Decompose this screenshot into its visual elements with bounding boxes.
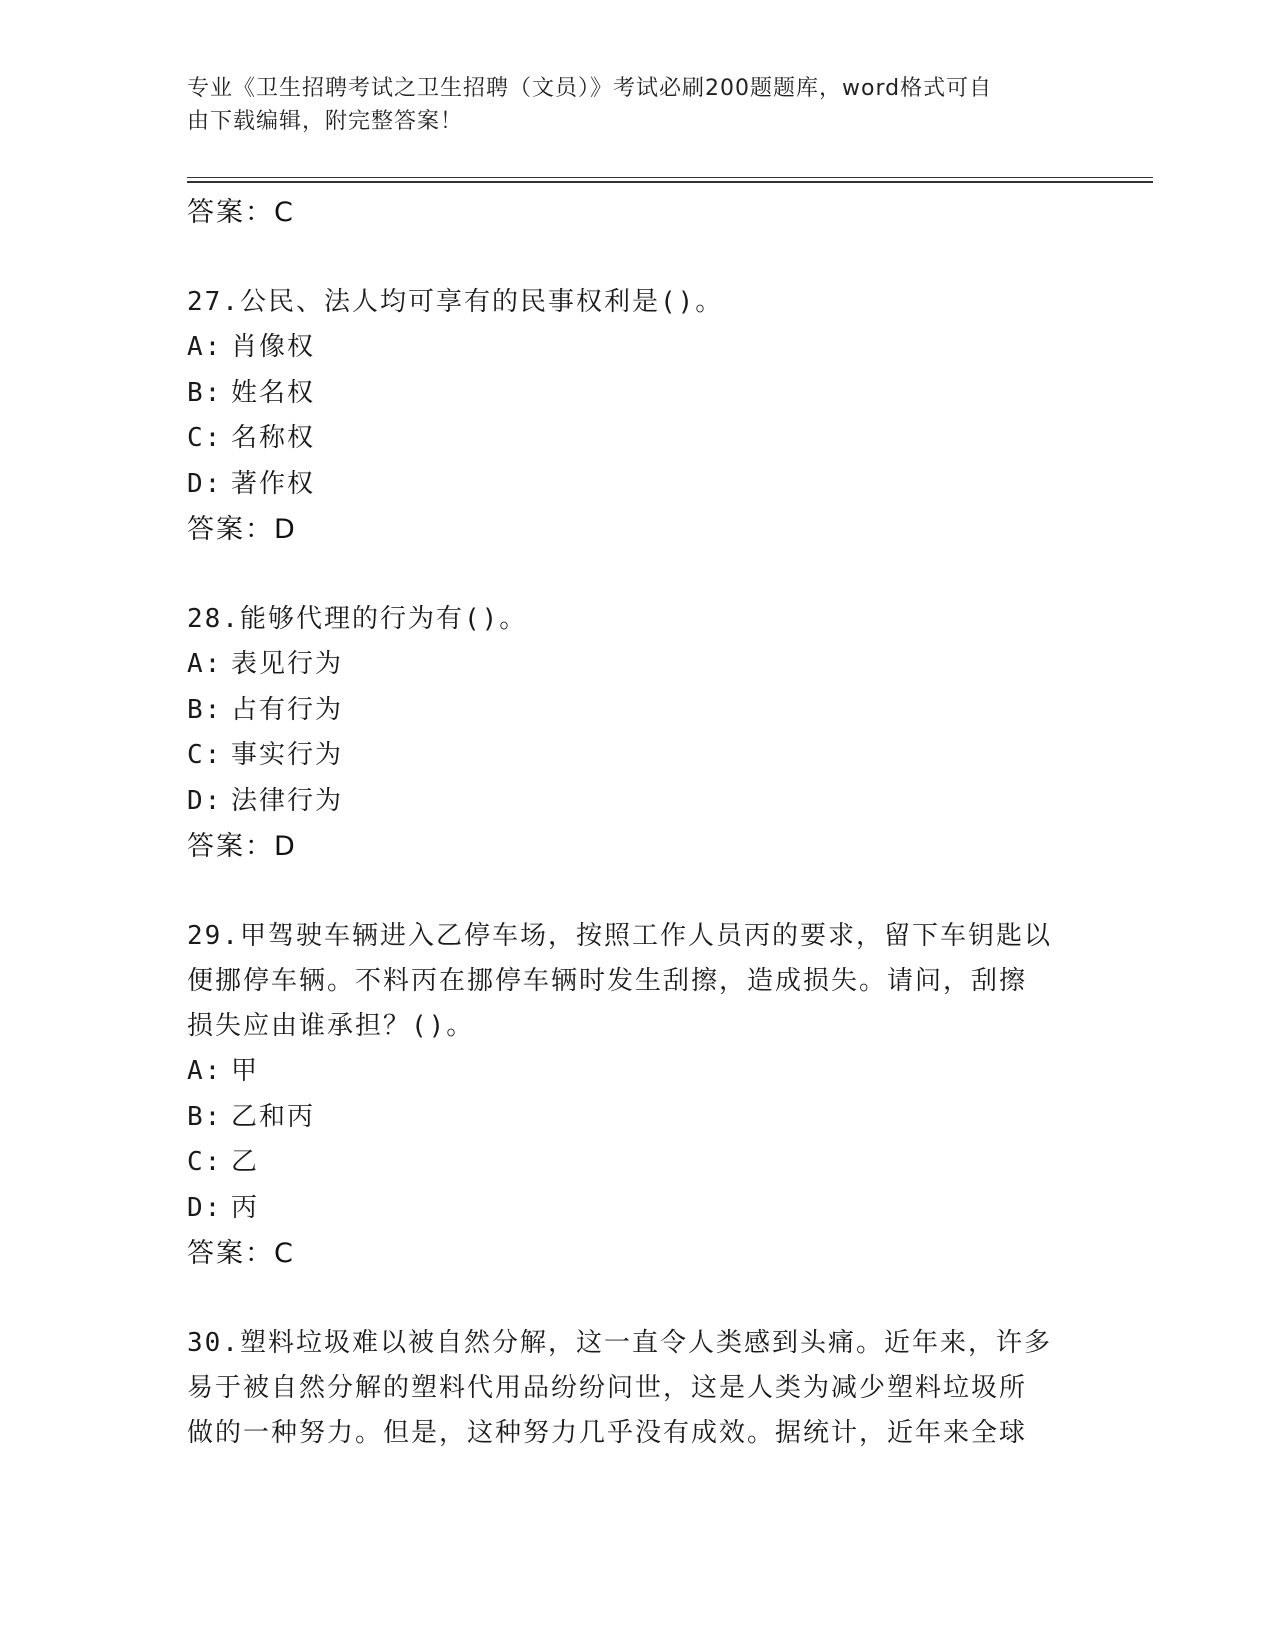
question-28-text: 28.能够代理的行为有()。 (187, 604, 528, 634)
option-letter: A: (187, 1056, 223, 1086)
question-29-line-2: 便挪停车辆。不料丙在挪停车辆时发生刮擦，造成损失。请问，刮擦 (187, 966, 1028, 996)
question-block-30 (187, 1321, 1087, 1456)
question-29-option-a (187, 1049, 1087, 1095)
header-line-1: 专业《卫生招聘考试之卫生招聘（文员）》考试必刷200题题库，word格式可自 (187, 76, 993, 101)
option-text: 表见行为 (231, 649, 344, 679)
option-text: 姓名权 (231, 377, 316, 408)
question-27-option-b (187, 371, 1087, 417)
question-27-text: 27.公民、法人均可享有的民事权利是()。 (187, 287, 724, 317)
document-body (187, 190, 1087, 1456)
option-letter: B: (187, 1101, 223, 1132)
question-block-27 (187, 280, 1087, 553)
option-letter: D: (187, 785, 223, 816)
option-text: 占有行为 (231, 694, 344, 725)
option-text: 著作权 (231, 468, 316, 499)
option-text: 乙 (231, 1147, 260, 1177)
option-letter: A: (187, 332, 223, 362)
option-letter: D: (187, 1192, 223, 1223)
question-block-29 (187, 914, 1087, 1277)
spacer (187, 236, 1087, 280)
spacer (187, 870, 1087, 914)
option-text: 事实行为 (231, 740, 344, 770)
question-30-line-1: 30.塑料垃圾难以被自然分解，这一直令人类感到头痛。近年来，许多 (187, 1328, 1052, 1358)
header-divider-thin (187, 177, 1153, 178)
question-29-option-d (187, 1186, 1087, 1232)
question-30-line-3: 做的一种努力。但是，这种努力几乎没有成效。据统计，近年来全球 (187, 1418, 1028, 1448)
option-text: 甲 (231, 1056, 260, 1086)
option-text: 法律行为 (231, 785, 344, 816)
question-29-line-3: 损失应由谁承担？()。 (187, 1011, 475, 1041)
question-28-option-b (187, 688, 1087, 734)
option-text: 肖像权 (231, 332, 316, 362)
option-text: 丙 (231, 1192, 260, 1223)
answer-26: 答案：C (187, 197, 295, 228)
spacer (187, 1277, 1087, 1321)
question-29-option-b (187, 1095, 1087, 1141)
question-27-option-c (187, 416, 1087, 462)
answer-27: 答案：D (187, 514, 297, 545)
option-letter: B: (187, 694, 223, 725)
option-text: 名称权 (231, 423, 316, 453)
answer-28: 答案：D (187, 831, 297, 862)
header-line-2: 由下载编辑，附完整答案！ (187, 109, 464, 134)
spacer (187, 553, 1087, 597)
header-divider-thick (187, 181, 1153, 183)
document-header (187, 72, 1067, 138)
question-28-option-d (187, 779, 1087, 825)
option-letter: C: (187, 740, 223, 770)
question-30-line-2: 易于被自然分解的塑料代用品纷纷问世，这是人类为减少塑料垃圾所 (187, 1373, 1028, 1403)
question-27-option-a (187, 325, 1087, 371)
option-text: 乙和丙 (231, 1101, 316, 1132)
option-letter: C: (187, 1147, 223, 1177)
question-27-option-d (187, 462, 1087, 508)
question-block-28 (187, 597, 1087, 870)
option-letter: A: (187, 649, 223, 679)
question-28-option-c (187, 733, 1087, 779)
answer-29: 答案：C (187, 1238, 295, 1269)
question-28-option-a (187, 642, 1087, 688)
question-29-option-c (187, 1140, 1087, 1186)
option-letter: C: (187, 423, 223, 453)
option-letter: B: (187, 377, 223, 408)
option-letter: D: (187, 468, 223, 499)
question-29-line-1: 29.甲驾驶车辆进入乙停车场，按照工作人员丙的要求，留下车钥匙以 (187, 921, 1052, 951)
